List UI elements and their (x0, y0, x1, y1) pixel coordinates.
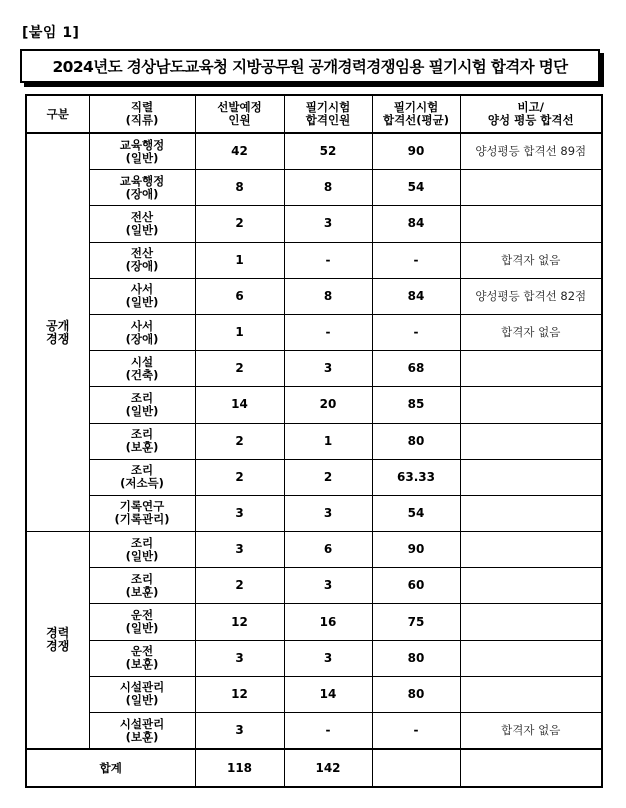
table-row (26, 387, 602, 423)
job-type: (일반) (125, 222, 159, 237)
job-type: (저소득) (120, 476, 164, 491)
job-name: 전산 (130, 209, 154, 224)
note-cell (460, 532, 602, 568)
group-label-line2: 경쟁 (46, 331, 70, 346)
cutoff-cell: - (372, 314, 460, 350)
table-row (26, 242, 602, 278)
planned-cell: 8 (195, 170, 284, 206)
table-row (26, 133, 602, 170)
job-type: (일반) (125, 693, 159, 708)
cutoff-cell: 80 (372, 640, 460, 676)
passed-cell: 16 (284, 604, 372, 640)
note-cell (460, 459, 602, 495)
cutoff-cell: 54 (372, 170, 460, 206)
passed-cell: 6 (284, 532, 372, 568)
header-position (89, 95, 195, 133)
job-name: 운전 (130, 608, 154, 623)
job-cell (89, 459, 195, 495)
job-type: (일반) (125, 295, 159, 310)
cutoff-cell: 63.33 (372, 459, 460, 495)
job-type: (일반) (125, 548, 159, 563)
note-cell: 양성평등 합격선 82점 (460, 278, 602, 314)
header-planned-line1: 선발예정 (217, 100, 262, 114)
document-title: 2024년도 경상남도교육청 지방공무원 공개경력경쟁임용 필기시험 합격자 명단 (52, 58, 568, 76)
group-label (26, 532, 89, 750)
planned-cell: 2 (195, 206, 284, 242)
total-cutoff (372, 749, 460, 787)
planned-cell: 3 (195, 640, 284, 676)
planned-cell: 1 (195, 242, 284, 278)
job-name: 조리 (130, 571, 154, 586)
job-cell (89, 676, 195, 712)
passed-cell: 3 (284, 568, 372, 604)
group-label (26, 133, 89, 532)
job-name: 전산 (130, 246, 154, 261)
table-row (26, 604, 602, 640)
header-cutoff-line1: 필기시험 (393, 100, 439, 114)
cutoff-cell: 54 (372, 495, 460, 531)
job-cell (89, 495, 195, 531)
header-passed (284, 95, 372, 133)
job-cell (89, 532, 195, 568)
job-cell (89, 242, 195, 278)
note-cell (460, 206, 602, 242)
total-passed: 142 (284, 749, 372, 787)
cutoff-cell: 84 (372, 278, 460, 314)
job-cell (89, 568, 195, 604)
results-table (25, 94, 603, 788)
job-name: 사서 (130, 282, 154, 297)
cutoff-cell: 80 (372, 423, 460, 459)
table-row (26, 459, 602, 495)
job-cell (89, 278, 195, 314)
note-cell (460, 170, 602, 206)
planned-cell: 3 (195, 532, 284, 568)
job-name: 교육행정 (119, 173, 165, 188)
job-name: 교육행정 (119, 137, 165, 152)
passed-cell: 3 (284, 351, 372, 387)
planned-cell: 12 (195, 604, 284, 640)
header-planned-line2: 인원 (228, 113, 251, 127)
header-row (26, 95, 602, 133)
table-row (26, 278, 602, 314)
cutoff-cell: - (372, 713, 460, 750)
passed-cell: 20 (284, 387, 372, 423)
job-name: 시설관리 (119, 716, 165, 731)
job-name: 시설 (130, 354, 154, 369)
planned-cell: 6 (195, 278, 284, 314)
passed-cell: 3 (284, 640, 372, 676)
passed-cell: - (284, 242, 372, 278)
job-type: (장애) (125, 331, 159, 346)
cutoff-cell: 80 (372, 676, 460, 712)
total-label: 합계 (26, 749, 195, 787)
job-cell (89, 640, 195, 676)
job-cell (89, 713, 195, 750)
planned-cell: 2 (195, 351, 284, 387)
header-remarks-line1: 비고/ (517, 100, 544, 114)
job-type: (보훈) (125, 584, 159, 599)
table-row (26, 495, 602, 531)
cutoff-cell: 75 (372, 604, 460, 640)
job-cell (89, 351, 195, 387)
passed-cell: - (284, 314, 372, 350)
passed-cell: 2 (284, 459, 372, 495)
header-cutoff (372, 95, 460, 133)
passed-cell: 8 (284, 278, 372, 314)
table-row (26, 206, 602, 242)
table-row (26, 676, 602, 712)
note-cell (460, 495, 602, 531)
job-name: 조리 (130, 463, 154, 478)
note-cell: 양성평등 합격선 89점 (460, 133, 602, 170)
header-division: 구분 (26, 95, 89, 133)
job-name: 조리 (130, 535, 154, 550)
job-type: (건축) (125, 367, 159, 382)
note-cell (460, 676, 602, 712)
cutoff-cell: 90 (372, 133, 460, 170)
table-body (26, 133, 602, 749)
cutoff-cell: 84 (372, 206, 460, 242)
note-cell (460, 604, 602, 640)
job-name: 사서 (130, 318, 154, 333)
table-row (26, 314, 602, 350)
job-name: 운전 (130, 644, 154, 659)
job-name: 조리 (130, 427, 154, 442)
passed-cell: 3 (284, 495, 372, 531)
note-cell: 합격자 없음 (460, 242, 602, 278)
job-name: 시설관리 (119, 680, 165, 695)
table-row (26, 351, 602, 387)
group-label-line1: 경력 (46, 626, 70, 641)
job-cell (89, 133, 195, 170)
job-name: 기록연구 (119, 499, 165, 514)
cutoff-cell: - (372, 242, 460, 278)
job-type: (일반) (125, 621, 159, 636)
note-cell (460, 423, 602, 459)
job-type: (장애) (125, 259, 159, 274)
group-label-line1: 공개 (46, 318, 70, 333)
total-planned: 118 (195, 749, 284, 787)
planned-cell: 1 (195, 314, 284, 350)
header-planned (195, 95, 284, 133)
job-cell (89, 206, 195, 242)
passed-cell: 14 (284, 676, 372, 712)
planned-cell: 42 (195, 133, 284, 170)
passed-cell: 8 (284, 170, 372, 206)
table-row (26, 713, 602, 750)
job-cell (89, 604, 195, 640)
planned-cell: 12 (195, 676, 284, 712)
header-passed-line2: 합격인원 (305, 113, 351, 127)
header-position-line1: 직렬 (130, 100, 154, 114)
table-row (26, 170, 602, 206)
header-remarks-line2: 양성 평등 합격선 (487, 113, 574, 127)
note-cell (460, 387, 602, 423)
header-remarks (460, 95, 602, 133)
passed-cell: 1 (284, 423, 372, 459)
job-type: (일반) (125, 403, 159, 418)
job-type: (보훈) (125, 657, 159, 672)
header-passed-line1: 필기시험 (305, 100, 351, 114)
job-name: 조리 (130, 390, 154, 405)
job-type: (기록관리) (114, 512, 170, 527)
planned-cell: 3 (195, 495, 284, 531)
note-cell: 합격자 없음 (460, 314, 602, 350)
table-row (26, 532, 602, 568)
job-type: (일반) (125, 150, 159, 165)
table-row (26, 568, 602, 604)
planned-cell: 2 (195, 423, 284, 459)
job-cell (89, 387, 195, 423)
cutoff-cell: 90 (372, 532, 460, 568)
note-cell (460, 568, 602, 604)
note-cell (460, 640, 602, 676)
job-cell (89, 314, 195, 350)
job-cell (89, 170, 195, 206)
job-type: (보훈) (125, 729, 159, 744)
planned-cell: 2 (195, 568, 284, 604)
header-position-line2: (직류) (125, 113, 159, 127)
table-row (26, 423, 602, 459)
cutoff-cell: 68 (372, 351, 460, 387)
job-cell (89, 423, 195, 459)
note-cell (460, 351, 602, 387)
note-cell: 합격자 없음 (460, 713, 602, 750)
passed-cell: 3 (284, 206, 372, 242)
group-label-line2: 경쟁 (46, 639, 70, 654)
table-row (26, 640, 602, 676)
title-box (20, 49, 600, 83)
planned-cell: 14 (195, 387, 284, 423)
passed-cell: 52 (284, 133, 372, 170)
header-cutoff-line2: 합격선(평균) (382, 113, 450, 127)
planned-cell: 2 (195, 459, 284, 495)
cutoff-cell: 85 (372, 387, 460, 423)
passed-cell: - (284, 713, 372, 750)
job-type: (보훈) (125, 440, 159, 455)
cutoff-cell: 60 (372, 568, 460, 604)
planned-cell: 3 (195, 713, 284, 750)
total-row (26, 749, 602, 787)
total-note (460, 749, 602, 787)
job-type: (장애) (125, 186, 159, 201)
attachment-label: [붙임 1] (22, 25, 80, 41)
